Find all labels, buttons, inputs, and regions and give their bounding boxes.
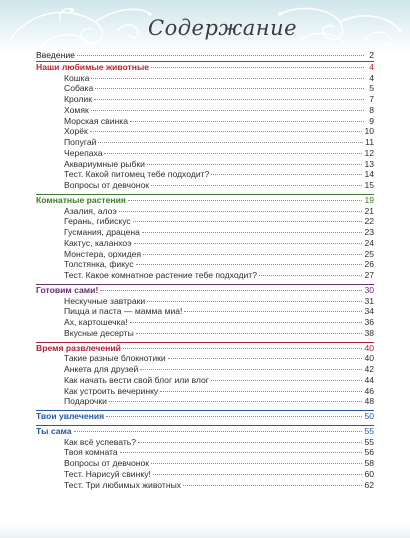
dot-leader (168, 358, 363, 359)
toc-entry[interactable] (36, 353, 374, 364)
dot-leader (130, 121, 364, 122)
page-number: 42 (364, 364, 374, 374)
page-number: 21 (364, 205, 374, 216)
toc-entry[interactable] (36, 94, 374, 105)
page-number: 7 (369, 94, 374, 104)
toc-section-label: Твои увлечения (36, 411, 105, 421)
table-of-contents (36, 50, 374, 493)
dot-leader (119, 211, 363, 212)
toc-entry[interactable] (36, 396, 374, 407)
page-number: 46 (364, 385, 374, 396)
dot-leader (184, 311, 362, 312)
page-number: 48 (364, 396, 374, 407)
toc-entry-label: Морская свинка (64, 115, 129, 126)
page-number: 12 (364, 147, 374, 158)
page-number: 26 (364, 259, 374, 270)
toc-entry[interactable] (36, 437, 374, 448)
toc-entry-label: Толстянка, фикус (64, 259, 134, 270)
dot-leader (151, 67, 364, 68)
toc-section[interactable] (36, 62, 374, 73)
toc-section[interactable] (36, 195, 374, 206)
toc-entry-label: Нескучные завтраки (64, 295, 146, 306)
toc-entry-label: Азалия, алоэ (64, 205, 117, 216)
toc-entry[interactable] (36, 206, 374, 217)
toc-entry-label: Попугай (64, 137, 97, 147)
toc-entry-label: Как устроить вечеринку (64, 385, 159, 396)
toc-entry-label: Кролик (64, 94, 92, 104)
toc-entry-label: Твоя комната (64, 447, 118, 458)
dot-leader (138, 442, 362, 443)
toc-entry-label: Ах, картошечка! (64, 317, 128, 327)
toc-entry-label: Тест. Три любимых животных (64, 479, 182, 490)
page-number: 25 (364, 248, 374, 259)
page-number: 22 (364, 216, 374, 227)
page-number: 23 (364, 227, 374, 237)
toc-entry[interactable] (36, 227, 374, 238)
toc-entry-label: Анкета для друзей (64, 364, 139, 374)
dot-leader (130, 322, 363, 323)
toc-entry[interactable] (36, 270, 374, 281)
toc-entry-intro[interactable] (36, 50, 374, 61)
dot-leader (106, 416, 362, 417)
toc-entry[interactable] (36, 480, 374, 491)
toc-entry[interactable] (36, 116, 374, 127)
toc-entry-label: Хорёк (64, 126, 88, 137)
dot-leader (153, 474, 363, 475)
dot-leader (91, 78, 364, 79)
toc-entry-label: Кошка (64, 72, 90, 83)
toc-section[interactable] (36, 426, 374, 437)
dot-leader (104, 153, 362, 154)
dot-leader (128, 200, 363, 201)
toc-entry-label: Кактус, каланхоэ (64, 237, 132, 248)
toc-entry[interactable] (36, 180, 374, 191)
toc-entry-label: Собака (64, 83, 94, 94)
page-number: 4 (369, 61, 374, 72)
toc-entry[interactable] (36, 159, 374, 170)
page-number: 8 (369, 104, 374, 115)
toc-entry-label: Тест. Какой питомец тебе подходит? (64, 169, 210, 180)
dot-leader (259, 275, 362, 276)
toc-entry[interactable] (36, 386, 374, 397)
page-number: 19 (364, 194, 374, 205)
page-number: 60 (364, 468, 374, 479)
dot-leader (95, 88, 364, 89)
page-number: 56 (364, 447, 374, 458)
dot-leader (183, 485, 362, 486)
toc-entry[interactable] (36, 238, 374, 249)
dot-leader (142, 232, 362, 233)
toc-entry[interactable] (36, 328, 374, 339)
page-number: 38 (364, 327, 374, 338)
toc-section-label: Комнатные растения (36, 194, 126, 205)
page-number: 9 (369, 115, 374, 126)
toc-entry-label: Вопросы от девчонок (64, 458, 150, 468)
toc-section[interactable] (36, 343, 374, 354)
toc-entry[interactable] (36, 148, 374, 159)
dot-leader (160, 391, 362, 392)
dot-leader (91, 110, 364, 111)
toc-entry[interactable] (36, 105, 374, 116)
dot-leader (133, 221, 363, 222)
page-number: 13 (364, 158, 374, 169)
toc-entry-label: Вкусные десерты (64, 327, 134, 338)
page-number: 11 (365, 137, 374, 147)
page-number: 27 (364, 270, 374, 280)
dot-leader (151, 463, 362, 464)
dot-leader (90, 131, 363, 132)
toc-entry[interactable] (36, 73, 374, 84)
page-number: 40 (364, 353, 374, 364)
toc-entry-label: Как всё успевать? (64, 436, 137, 447)
dot-leader (120, 452, 363, 453)
page-number: 15 (364, 180, 374, 190)
dot-leader (151, 185, 362, 186)
dot-leader (211, 380, 363, 381)
dot-leader (100, 290, 362, 291)
page-number: 4 (369, 72, 374, 83)
toc-section[interactable] (36, 285, 374, 296)
toc-entry[interactable] (36, 469, 374, 480)
toc-entry[interactable] (36, 458, 374, 469)
toc-section-label: Время развлечений (36, 342, 121, 353)
toc-entry-label: Хомяк (64, 104, 89, 115)
toc-entry[interactable] (36, 137, 374, 148)
toc-entry[interactable] (36, 364, 374, 375)
toc-section[interactable] (36, 411, 374, 422)
bottom-decoration (0, 524, 410, 538)
dot-leader (136, 264, 363, 265)
dot-leader (74, 431, 363, 432)
toc-entry[interactable] (36, 169, 374, 180)
page-number: 5 (369, 83, 374, 94)
page-number: 50 (364, 411, 374, 421)
toc-entry[interactable] (36, 296, 374, 307)
toc-section-label: Ты сама (36, 425, 72, 436)
toc-entry-label: Тест. Какое комнатное растение тебе подходит? (64, 270, 257, 280)
toc-entry-intro-label: Введение (36, 50, 75, 60)
toc-entry[interactable] (36, 447, 374, 458)
toc-entry-label: Вопросы от девчонок (64, 180, 150, 190)
toc-entry[interactable] (36, 317, 374, 328)
page-number: 55 (364, 436, 374, 447)
toc-entry[interactable] (36, 83, 374, 94)
toc-entry-label: Монстера, орхидея (64, 248, 142, 259)
page-number: 40 (364, 342, 374, 353)
dot-leader (94, 99, 364, 100)
dot-leader (143, 254, 362, 255)
toc-entry[interactable] (36, 259, 374, 270)
toc-entry-label: Такие разные блокнотики (64, 353, 166, 364)
page-number: 44 (364, 374, 374, 385)
toc-entry[interactable] (36, 216, 374, 227)
page-number: 30 (364, 284, 374, 295)
toc-entry-label: Подарочки (64, 396, 107, 407)
dot-leader (134, 243, 363, 244)
toc-entry-label: Аквариумные рыбки (64, 158, 145, 169)
dot-leader (123, 348, 363, 349)
dot-leader (98, 142, 363, 143)
page-number: 36 (364, 317, 374, 327)
page-number: 62 (364, 479, 374, 490)
toc-section-label: Готовим сами! (36, 284, 99, 295)
dot-leader (77, 55, 364, 56)
page-title: Содержание (148, 16, 298, 40)
toc-entry-label: Черепаха (64, 147, 103, 158)
page-number: 34 (364, 306, 374, 317)
toc-entry-label: Гусмания, драцена (64, 227, 140, 237)
dot-leader (147, 301, 362, 302)
page-number: 58 (364, 458, 374, 468)
toc-entry-label: Герань, гибискус (64, 216, 131, 227)
toc-entry[interactable] (36, 306, 374, 317)
dot-leader (147, 164, 362, 165)
dot-leader (136, 333, 363, 334)
decorative-header (0, 0, 410, 52)
toc-entry[interactable] (36, 249, 374, 260)
page-number: 14 (364, 169, 374, 180)
dot-leader (109, 401, 362, 402)
page-number: 10 (364, 126, 374, 137)
toc-section-label: Наши любимые животные (36, 61, 150, 72)
toc-entry-label: Как начать вести свой блог или влог (64, 374, 209, 385)
page-number: 55 (364, 425, 374, 436)
page-number: 2 (369, 50, 374, 60)
page-number: 31 (364, 295, 374, 306)
section-gap (36, 490, 374, 493)
toc-entry[interactable] (36, 375, 374, 386)
page-number: 24 (364, 237, 374, 248)
toc-entry-label: Тест. Нарисуй свинку! (64, 468, 151, 479)
dot-leader (211, 174, 362, 175)
toc-entry[interactable] (36, 126, 374, 137)
dot-leader (140, 369, 362, 370)
toc-entry-label: Пицца и паста — мамма миа! (64, 306, 183, 317)
